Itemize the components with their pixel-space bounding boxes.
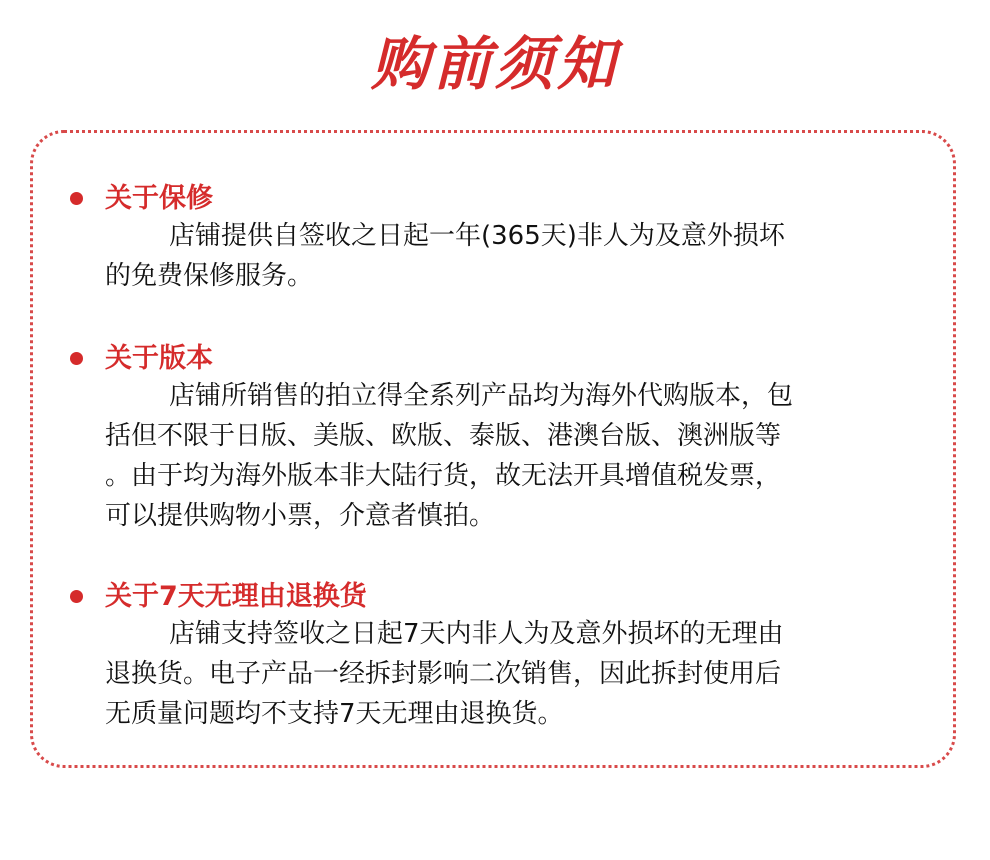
body-line: 店铺支持签收之日起7天内非人为及意外损坏的无理由 (169, 619, 784, 649)
bullet-dot-icon (70, 192, 83, 205)
body-line: 无质量问题均不支持7天无理由退换货。 (105, 699, 564, 729)
body-line: 可以提供购物小票，介意者慎拍。 (105, 501, 496, 531)
bullet-dot-icon (70, 590, 83, 603)
body-line: 退换货。电子产品一经拆封影响二次销售，因此拆封使用后 (105, 659, 782, 689)
page-title: 购前须知 (370, 30, 619, 98)
body-line: 店铺提供自签收之日起一年(365天)非人为及意外损坏 (169, 221, 785, 251)
section-heading: 关于版本 (105, 343, 213, 374)
section-body (70, 614, 930, 734)
bullet-dot-icon (70, 352, 83, 365)
section-body (70, 216, 930, 296)
section-heading: 关于7天无理由退换货 (105, 581, 367, 612)
section-warranty (70, 182, 930, 296)
body-line: 括但不限于日版、美版、欧版、泰版、港澳台版、澳洲版等 (105, 421, 782, 451)
body-line: 的免费保修服务。 (105, 261, 314, 291)
section-header (70, 580, 930, 614)
section-header (70, 182, 930, 216)
body-line: 店铺所销售的拍立得全系列产品均为海外代购版本，包 (169, 381, 794, 411)
section-returns (70, 580, 930, 734)
section-header (70, 342, 930, 376)
section-body (70, 376, 930, 536)
body-line: 。由于均为海外版本非大陆行货，故无法开具增值税发票， (105, 461, 782, 491)
section-version (70, 342, 930, 536)
section-heading: 关于保修 (105, 183, 213, 214)
